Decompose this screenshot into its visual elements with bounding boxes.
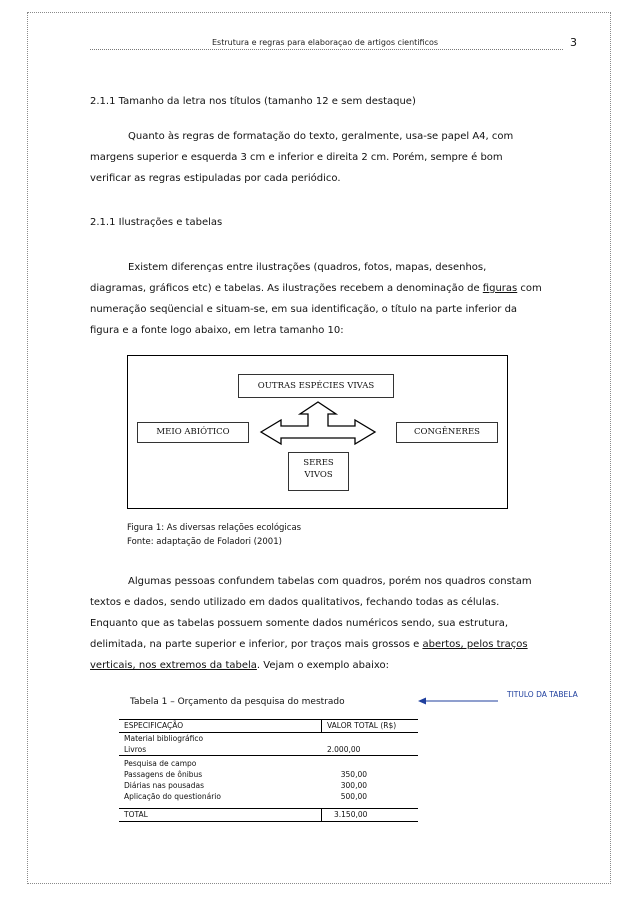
header-rule [90,49,563,50]
underlined-text: verticais, nos extremos da tabela [90,660,257,671]
figure-source: Fonte: adaptação de Foladori (2001) [127,537,282,547]
text-line: diagramas, gráficos etc) e tabelas. As ilustrações recebem a denominação de [90,283,480,294]
underlined-text: abertos, pelos traços [422,639,528,650]
row-value: 2.000,00 [327,745,361,754]
text-line: delimitada, na parte superior e inferior, por traços mais grossos e [90,639,423,650]
label-outras-especies: OUTRAS ESPÉCIES VIVAS [238,374,394,398]
label-seres-vivos [288,452,349,491]
section-heading-illustrations: 2.1.1 Ilustrações e tabelas [90,217,223,228]
text-line: margens superior e esquerda 3 cm e inferior e direita 2 cm. Porém, sempre é bom [90,152,503,163]
table-row [119,769,418,780]
row-value: 300,00 [340,781,367,790]
label-meio-abiotico: MEIO ABIÓTICO [137,422,249,443]
table-header-row [119,719,418,733]
paragraph-formatting [90,126,575,189]
paragraph-illustrations [90,257,575,341]
group-label: Pesquisa de campo [124,759,197,768]
text-line: . Vejam o exemplo abaixo: [256,660,390,671]
section-heading-font-size: 2.1.1 Tamanho da letra nos títulos (tamanho 12 e sem destaque) [90,96,416,107]
text-line: com [517,283,542,294]
figuras-link[interactable]: figuras [482,283,518,294]
label-congeneres: CONGÊNERES [396,422,498,443]
text-line: figura e a fonte logo abaixo, em letra tamanho 10: [90,325,344,336]
ecological-relations-figure [127,355,508,509]
text-line: verificar as regras estipuladas por cada periódico. [90,173,341,184]
total-value: 3.150,00 [334,810,368,819]
col-header-valor: VALOR TOTAL (R$) [327,721,397,730]
text-line: textos e dados, sendo utilizado em dados qualitativos, fechando todas as células. [90,597,500,608]
row-label: Diárias nas pousadas [124,781,205,790]
col-header-especificacao: ESPECIFICAÇÃO [119,720,322,732]
figure-caption: Figura 1: As diversas relações ecológicas [127,523,302,533]
label-line: SERES [303,458,334,468]
table-row [119,733,418,744]
row-label: Aplicação do questionário [124,792,221,801]
row-label: Livros [124,745,147,754]
text-line: Quanto às regras de formatação do texto, geralmente, usa-se papel A4, com [128,131,514,142]
group-label: Material bibliográfico [124,734,204,743]
paragraph-tables [90,571,575,676]
table-row [119,791,418,802]
label-line: VIVOS [304,470,333,480]
row-value: 350,00 [340,770,367,779]
page-number: 3 [570,36,577,49]
budget-table [119,719,418,822]
table-row [119,744,418,756]
total-label: TOTAL [119,809,322,821]
row-label: Passagens de ônibus [124,770,203,779]
table-row [119,758,418,769]
text-line: numeração seqüencial e situam-se, em sua identificação, o título na parte inferior da [90,304,518,315]
table-total-row [119,808,418,822]
text-line: Existem diferenças entre ilustrações (quadros, fotos, mapas, desenhos, [128,262,487,273]
arrow-left-icon [418,696,498,706]
table-title-callout: TITULO DA TABELA [507,690,578,699]
table-row [119,780,418,791]
text-line: Algumas pessoas confundem tabelas com quadros, porém nos quadros constam [128,576,532,587]
text-line: Enquanto que as tabelas possuem somente dados numéricos sendo, sua estrutura, [90,618,509,629]
running-header: Estrutura e regras para elaboraçao de artigos cientificos [211,38,439,47]
row-value: 500,00 [340,792,367,801]
table-title: Tabela 1 – Orçamento da pesquisa do mestrado [130,697,345,707]
